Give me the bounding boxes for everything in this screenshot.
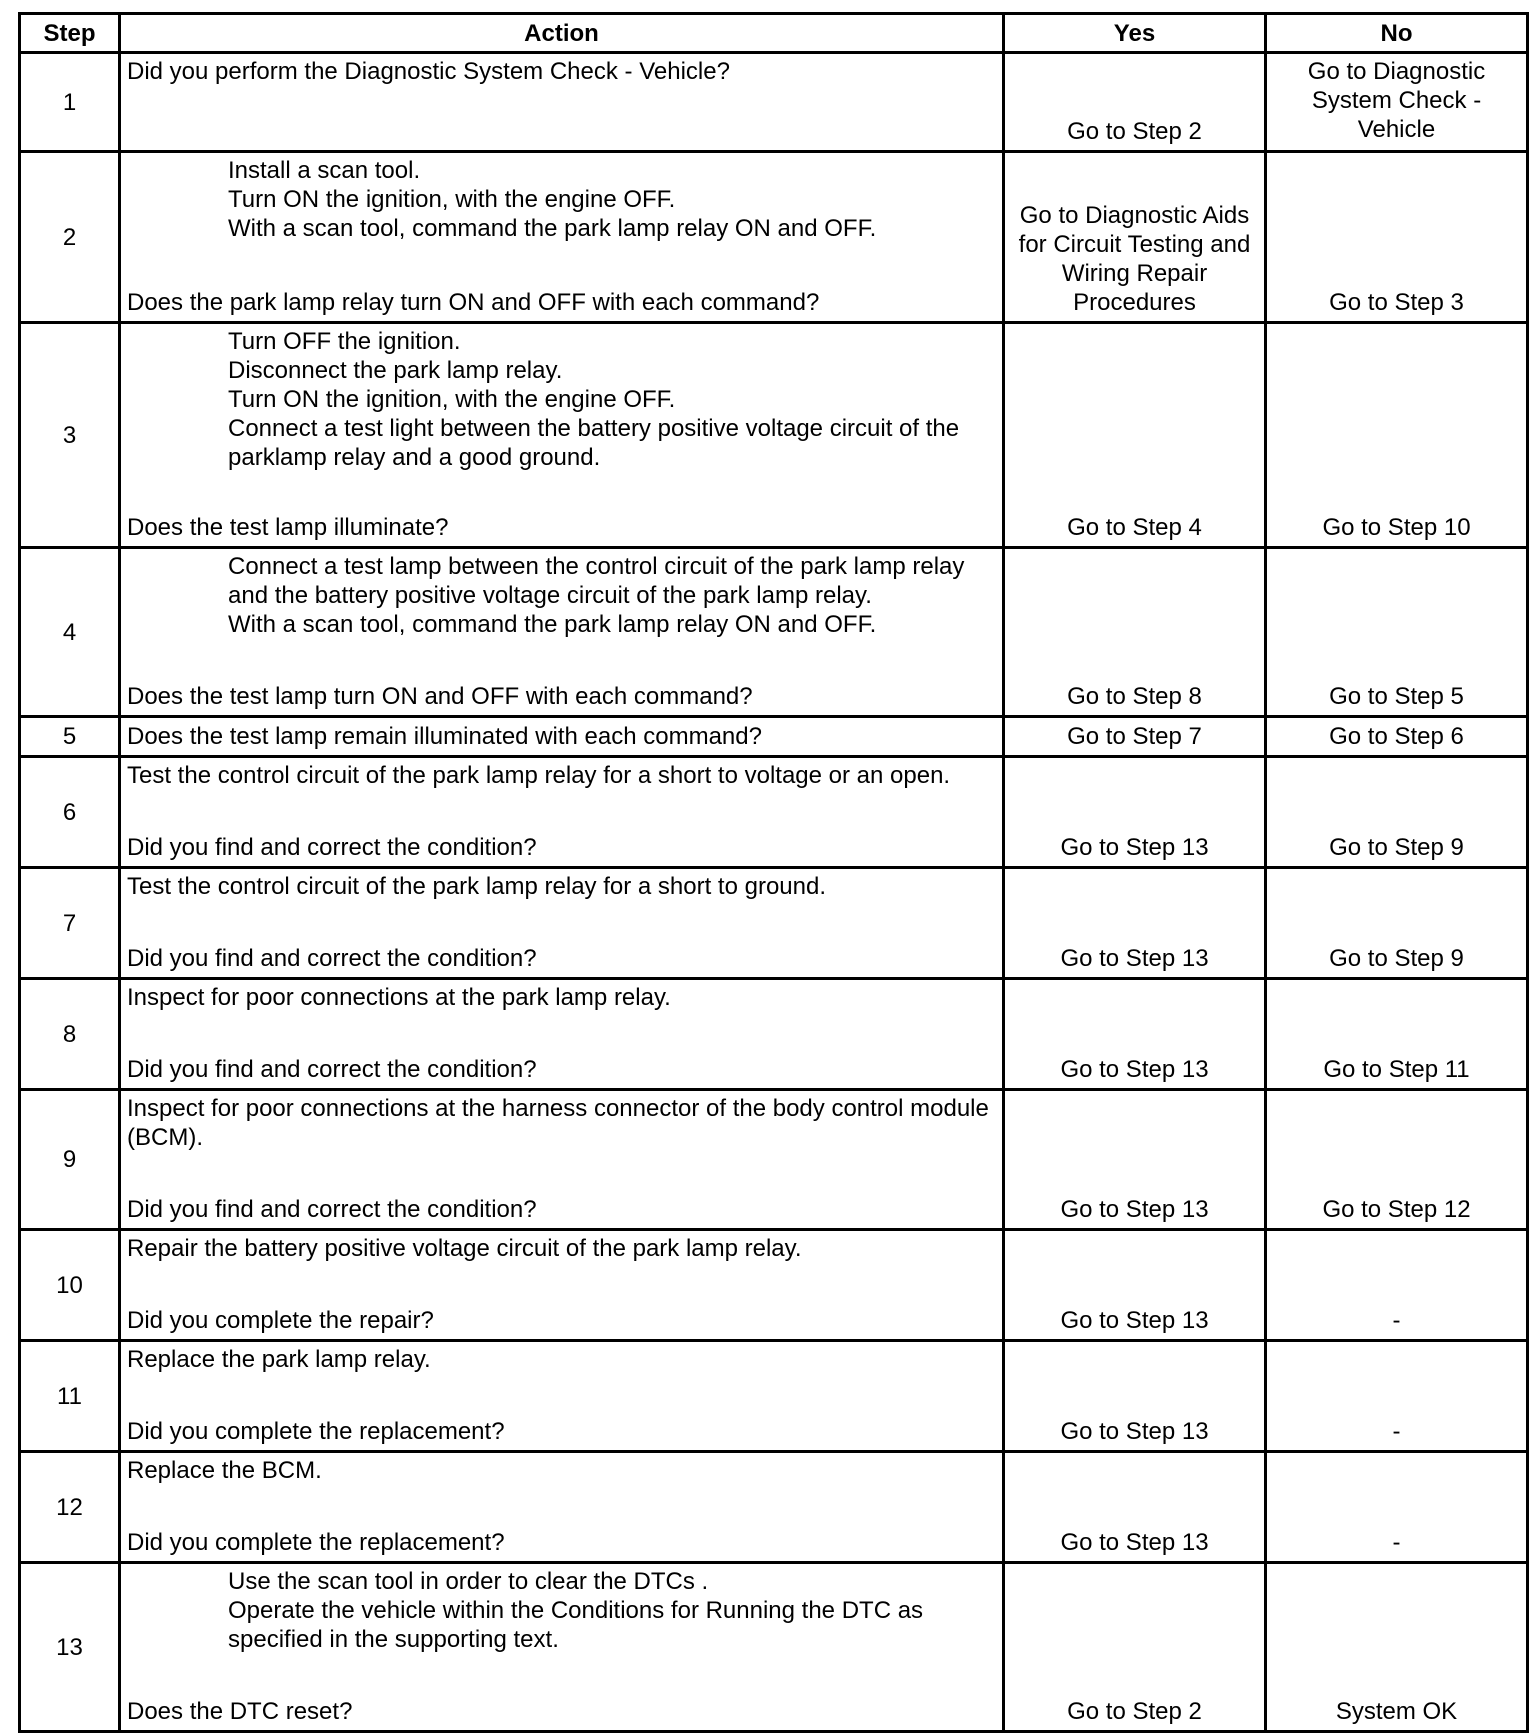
action-content [127, 1234, 996, 1335]
no-cell: Go to Step 6 [1266, 717, 1528, 757]
action-cell [120, 1341, 1004, 1452]
table-row [20, 757, 1528, 868]
yes-cell: Go to Step 4 [1004, 323, 1266, 548]
action-content [127, 552, 996, 711]
table-row [20, 323, 1528, 548]
action-content [127, 57, 996, 146]
instruction-line: Inspect for poor connections at the park lamp relay. [127, 984, 671, 1011]
table-row [20, 1090, 1528, 1230]
instruction-line: With a scan tool, command the park lamp relay ON and OFF. [228, 611, 877, 638]
yes-cell: Go to Step 13 [1004, 1090, 1266, 1230]
instruction-line: Install a scan tool. [228, 157, 421, 184]
action-question: Did you complete the repair? [127, 1307, 434, 1334]
yes-cell: Go to Diagnostic Aids for Circuit Testing and Wiring Repair Procedures [1004, 152, 1266, 323]
step-number: 4 [20, 548, 120, 717]
action-content [127, 1456, 996, 1557]
yes-cell: Go to Step 13 [1004, 757, 1266, 868]
table-row [20, 868, 1528, 979]
action-question: Does the DTC reset? [127, 1698, 353, 1725]
step-number: 11 [20, 1341, 120, 1452]
yes-cell: Go to Step 8 [1004, 548, 1266, 717]
no-cell: Go to Step 5 [1266, 548, 1528, 717]
instruction-line: Connect a test light between the battery positive voltage circuit of the parklamp relay and a good ground. [228, 415, 966, 471]
action-question: Did you find and correct the condition? [127, 1196, 537, 1223]
step-number: 7 [20, 868, 120, 979]
step-number: 9 [20, 1090, 120, 1230]
table-row [20, 152, 1528, 323]
diagnostic-table [18, 12, 1529, 1733]
step-number: 10 [20, 1230, 120, 1341]
no-cell: - [1266, 1230, 1528, 1341]
action-instructions [228, 1567, 996, 1654]
action-instructions [127, 1094, 996, 1152]
yes-cell: Go to Step 2 [1004, 1563, 1266, 1732]
instruction-line: Did you perform the Diagnostic System Check - Vehicle? [127, 58, 730, 85]
action-cell [120, 152, 1004, 323]
instruction-line: Replace the BCM. [127, 1457, 322, 1484]
action-instructions [228, 552, 996, 639]
action-cell [120, 1090, 1004, 1230]
instruction-line: Connect a test lamp between the control circuit of the park lamp relay and the battery positive voltage circuit of the park lamp relay. [228, 553, 972, 609]
action-content [127, 1094, 996, 1224]
table-row [20, 1230, 1528, 1341]
action-content [127, 718, 996, 755]
action-cell [120, 53, 1004, 152]
table-row [20, 548, 1528, 717]
action-instructions [228, 156, 996, 243]
instruction-line: With a scan tool, command the park lamp relay ON and OFF. [228, 215, 877, 242]
header-yes: Yes [1004, 14, 1266, 53]
table-row [20, 1341, 1528, 1452]
header-no: No [1266, 14, 1528, 53]
action-instructions [127, 1234, 996, 1263]
instruction-line: Operate the vehicle within the Conditions for Running the DTC as specified in the supporting text. [228, 1597, 930, 1653]
table-row [20, 979, 1528, 1090]
no-cell: Go to Step 3 [1266, 152, 1528, 323]
action-content [127, 872, 996, 973]
yes-cell: Go to Step 13 [1004, 979, 1266, 1090]
header-row [20, 14, 1528, 53]
action-cell [120, 323, 1004, 548]
instruction-line: Inspect for poor connections at the harness connector of the body control module (BCM). [127, 1095, 996, 1151]
instruction-line: Replace the park lamp relay. [127, 1346, 431, 1373]
step-number: 1 [20, 53, 120, 152]
action-question: Did you find and correct the condition? [127, 945, 537, 972]
no-cell: System OK [1266, 1563, 1528, 1732]
action-instructions [228, 327, 996, 472]
header-step: Step [20, 14, 120, 53]
action-cell [120, 868, 1004, 979]
header-action: Action [120, 14, 1004, 53]
action-question: Did you complete the replacement? [127, 1418, 505, 1445]
instruction-line: Turn ON the ignition, with the engine OFF. [228, 186, 676, 213]
no-cell: Go to Step 10 [1266, 323, 1528, 548]
instruction-line: Turn OFF the ignition. [228, 328, 461, 355]
instruction-line: Use the scan tool in order to clear the DTCs . [228, 1568, 709, 1595]
table-row [20, 1563, 1528, 1732]
action-instructions [127, 983, 996, 1012]
table-row [20, 1452, 1528, 1563]
action-content [127, 1345, 996, 1446]
instruction-line: Test the control circuit of the park lamp relay for a short to ground. [127, 873, 826, 900]
yes-cell: Go to Step 13 [1004, 1230, 1266, 1341]
no-cell: - [1266, 1452, 1528, 1563]
action-question: Did you find and correct the condition? [127, 834, 537, 861]
action-content [127, 983, 996, 1084]
action-question: Does the test lamp turn ON and OFF with each command? [127, 683, 753, 710]
action-cell [120, 1452, 1004, 1563]
table-row [20, 717, 1528, 757]
action-instructions [127, 872, 996, 901]
instruction-line: Disconnect the park lamp relay. [228, 357, 563, 384]
instruction-line: Repair the battery positive voltage circuit of the park lamp relay. [127, 1235, 802, 1262]
action-question: Did you find and correct the condition? [127, 1056, 537, 1083]
instruction-line: Does the test lamp remain illuminated with each command? [127, 723, 762, 750]
action-content [127, 1567, 996, 1726]
action-question: Does the test lamp illuminate? [127, 514, 449, 541]
step-number: 8 [20, 979, 120, 1090]
step-number: 5 [20, 717, 120, 757]
action-instructions [127, 1456, 996, 1485]
action-cell [120, 979, 1004, 1090]
step-number: 6 [20, 757, 120, 868]
action-instructions [127, 761, 996, 790]
action-cell [120, 548, 1004, 717]
action-instructions [127, 57, 996, 86]
action-cell [120, 1563, 1004, 1732]
step-number: 2 [20, 152, 120, 323]
action-cell [120, 1230, 1004, 1341]
step-number: 3 [20, 323, 120, 548]
action-instructions [127, 722, 996, 751]
action-instructions [127, 1345, 996, 1374]
action-question: Does the park lamp relay turn ON and OFF with each command? [127, 289, 820, 316]
step-number: 12 [20, 1452, 120, 1563]
no-cell: Go to Diagnostic System Check - Vehicle [1266, 53, 1528, 152]
yes-cell: Go to Step 13 [1004, 1452, 1266, 1563]
yes-cell: Go to Step 13 [1004, 868, 1266, 979]
instruction-line: Turn ON the ignition, with the engine OFF. [228, 386, 676, 413]
no-cell: Go to Step 9 [1266, 868, 1528, 979]
table-row [20, 53, 1528, 152]
action-cell [120, 717, 1004, 757]
action-content [127, 156, 996, 317]
no-cell: Go to Step 12 [1266, 1090, 1528, 1230]
action-content [127, 761, 996, 862]
yes-cell: Go to Step 13 [1004, 1341, 1266, 1452]
no-cell: Go to Step 11 [1266, 979, 1528, 1090]
yes-cell: Go to Step 7 [1004, 717, 1266, 757]
no-cell: - [1266, 1341, 1528, 1452]
action-question: Did you complete the replacement? [127, 1529, 505, 1556]
yes-cell: Go to Step 2 [1004, 53, 1266, 152]
step-number: 13 [20, 1563, 120, 1732]
no-cell: Go to Step 9 [1266, 757, 1528, 868]
action-content [127, 327, 996, 542]
action-cell [120, 757, 1004, 868]
instruction-line: Test the control circuit of the park lamp relay for a short to voltage or an open. [127, 762, 951, 789]
